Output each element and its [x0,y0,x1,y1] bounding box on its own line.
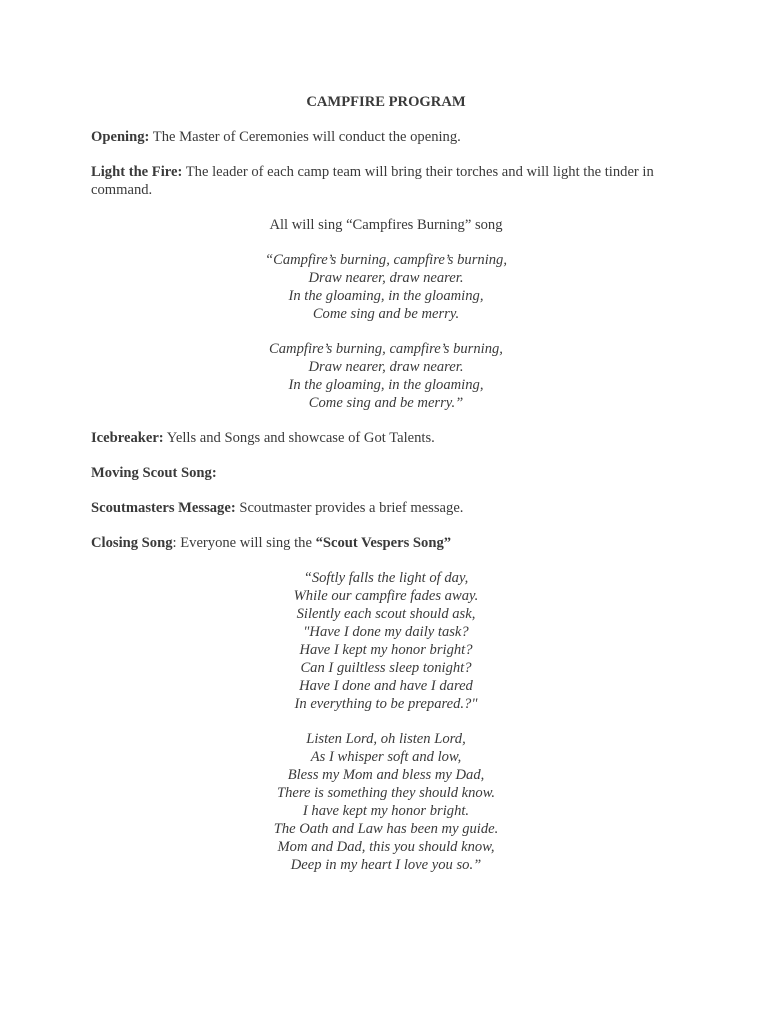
verse-line: “Softly falls the light of day, [303,570,469,586]
verse-line: Campfire’s burning, campfire’s burning, [269,341,503,357]
verse-line: In the gloaming, in the gloaming, [288,288,484,304]
scoutmaster-label: Scoutmasters Message: [91,500,236,516]
opening-label: Opening: [91,129,150,145]
icebreaker-text: Yells and Songs and showcase of Got Talents. [163,430,435,446]
light-fire-label: Light the Fire: [91,164,183,180]
verse-line: As I whisper soft and low, [310,749,462,765]
scoutmaster-paragraph [91,499,681,517]
verse-line: Can I guiltless sleep tonight? [300,660,472,676]
closing-song-title: “Scout Vespers Song” [315,535,452,551]
verse-line: “Campfire’s burning, campfire’s burning, [264,252,508,268]
verse-vespers-2 [91,730,681,874]
icebreaker-label: Icebreaker: [91,430,164,446]
verse-line: I have kept my honor bright. [302,803,470,819]
document-title: CAMPFIRE PROGRAM [306,94,466,110]
light-fire-text: The leader of each camp team will bring their torches and will light the tinder in command. [91,164,654,198]
verse-line: Come sing and be merry.” [308,395,464,411]
scoutmaster-text: Scoutmaster provides a brief message. [235,500,464,516]
verse-vespers-1 [91,569,681,713]
opening-text: The Master of Ceremonies will conduct the opening. [149,129,461,145]
closing-colon: : [172,535,177,551]
closing-label: Closing Song [91,535,173,551]
document-body [91,93,681,891]
verse-line: Come sing and be merry. [312,306,460,322]
verse-line: Draw nearer, draw nearer. [308,270,464,286]
verse-line: While our campfire fades away. [293,588,479,604]
closing-paragraph [91,534,681,552]
light-fire-paragraph [91,163,681,199]
moving-song-paragraph [91,464,681,482]
verse-line: "Have I done my daily task? [303,624,469,640]
verse-line: Bless my Mom and bless my Dad, [287,767,485,783]
verse-campfire-1 [91,251,681,323]
icebreaker-paragraph [91,429,681,447]
verse-line: In everything to be prepared.?" [294,696,478,712]
verse-campfire-2 [91,340,681,412]
verse-line: There is something they should know. [276,785,496,801]
verse-line: Listen Lord, oh listen Lord, [306,731,466,747]
sing-intro: All will sing “Campfires Burning” song [269,217,503,233]
verse-line: Mom and Dad, this you should know, [277,839,495,855]
verse-line: Deep in my heart I love you so.” [290,857,482,873]
opening-paragraph [91,128,681,146]
verse-line: Silently each scout should ask, [296,606,476,622]
verse-line: Have I done and have I dared [299,678,473,694]
verse-line: The Oath and Law has been my guide. [273,821,499,837]
verse-line: Draw nearer, draw nearer. [308,359,464,375]
verse-line: Have I kept my honor bright? [299,642,473,658]
verse-line: In the gloaming, in the gloaming, [288,377,484,393]
moving-song-label: Moving Scout Song: [91,465,217,481]
closing-text: Everyone will sing the [176,535,316,551]
